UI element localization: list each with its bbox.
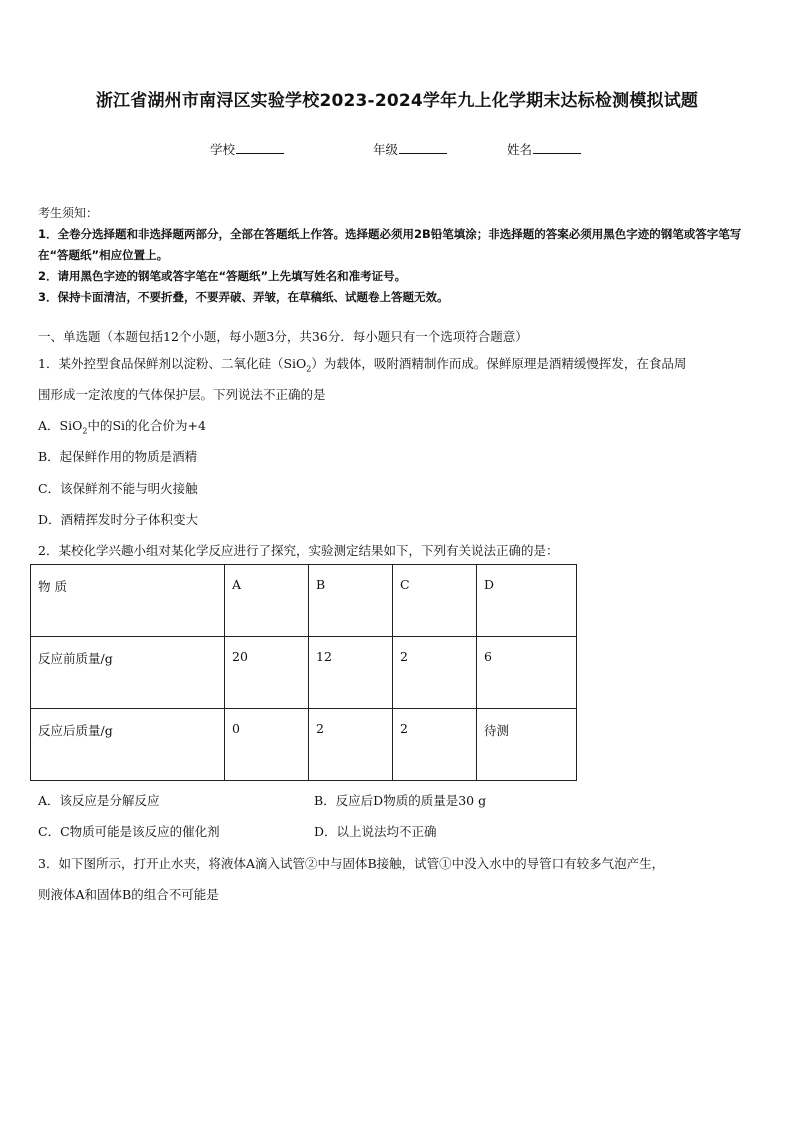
- table-cell: 2: [393, 637, 477, 709]
- school-label: 学校: [210, 142, 236, 157]
- notice-heading: 考生须知：: [38, 206, 99, 220]
- name-label: 姓名: [507, 142, 533, 157]
- q1-stem-line1: 1．某外控型食品保鲜剂以淀粉、二氧化硅（SiO$_2$）为载体，吸附酒精制作而成。保鲜原理是酒精缓慢挥发，在食品周: [38, 356, 687, 374]
- name-field: [507, 140, 581, 158]
- table-cell: 6: [477, 637, 577, 709]
- page-title: 浙江省湖州市南浔区实验学校2023-2024学年九上化学期末达标检测模拟试题: [95, 91, 699, 111]
- table-header-row: [31, 565, 577, 637]
- table-row: [31, 709, 577, 781]
- table-cell: 2: [309, 709, 393, 781]
- q1-option-b[interactable]: B．起保鲜作用的物质是酒精: [38, 449, 198, 464]
- table-cell: 0: [225, 709, 309, 781]
- table-header-cell: B: [309, 565, 393, 637]
- exam-notice: [38, 203, 758, 308]
- table-cell: 2: [393, 709, 477, 781]
- q1-option-a[interactable]: A．SiO$_2$中的Si的化合价为+4: [38, 418, 206, 436]
- grade-label: 年级: [373, 142, 399, 157]
- section-title: 一、单选题（本题包括12个小题，每小题3分，共36分．每小题只有一个选项符合题意）: [38, 329, 528, 344]
- q2-option-c[interactable]: C．C物质可能是该反应的催化剂: [38, 824, 220, 839]
- grade-field: [373, 140, 447, 158]
- notice-item-2: 2．请用黑色字迹的钢笔或答字笔在“答题纸”上先填写姓名和准考证号。: [38, 269, 407, 283]
- table-header-cell: D: [477, 565, 577, 637]
- table-header-cell: 物 质: [31, 565, 225, 637]
- table-header-cell: C: [393, 565, 477, 637]
- table-cell: 20: [225, 637, 309, 709]
- table-cell: 待测: [477, 709, 577, 781]
- q2-option-b[interactable]: B．反应后D物质的质量是30 g: [314, 793, 487, 808]
- table-header-cell: A: [225, 565, 309, 637]
- table-cell: 反应后质量/g: [31, 709, 225, 781]
- school-field: [210, 140, 284, 158]
- q2-option-a[interactable]: A．该反应是分解反应: [38, 793, 160, 808]
- q1-option-c[interactable]: C．该保鲜剂不能与明火接触: [38, 481, 198, 496]
- table-cell: 反应前质量/g: [31, 637, 225, 709]
- table-cell: 12: [309, 637, 393, 709]
- name-blank: [533, 141, 581, 154]
- q2-stem: 2．某校化学兴趣小组对某化学反应进行了探究，实验测定结果如下，下列有关说法正确的是：: [38, 543, 559, 558]
- notice-item-3: 3．保持卡面清洁，不要折叠，不要弄破、弄皱，在草稿纸、试题卷上答题无效。: [38, 290, 449, 304]
- table-row: [31, 637, 577, 709]
- q1-stem-line2: 围形成一定浓度的气体保护层。下列说法不正确的是: [38, 387, 326, 402]
- q2-option-d[interactable]: D．以上说法均不正确: [314, 824, 437, 839]
- q3-stem-line2: 则液体A和固体B的组合不可能是: [38, 887, 219, 902]
- q2-data-table: [30, 564, 577, 781]
- q3-stem-line1: 3．如下图所示，打开止水夹，将液体A滴入试管②中与固体B接触，试管①中没入水中的导管口有较多气泡产生，: [38, 856, 665, 871]
- grade-blank: [399, 141, 447, 154]
- q1-option-d[interactable]: D．酒精挥发时分子体积变大: [38, 512, 199, 527]
- school-blank: [236, 141, 284, 154]
- notice-item-1: 1．全卷分选择题和非选择题两部分，全部在答题纸上作答。选择题必须用2B铅笔填涂；非选择题的答案必须用黑色字迹的钢笔或答字笔写在“答题纸”相应位置上。: [38, 227, 742, 262]
